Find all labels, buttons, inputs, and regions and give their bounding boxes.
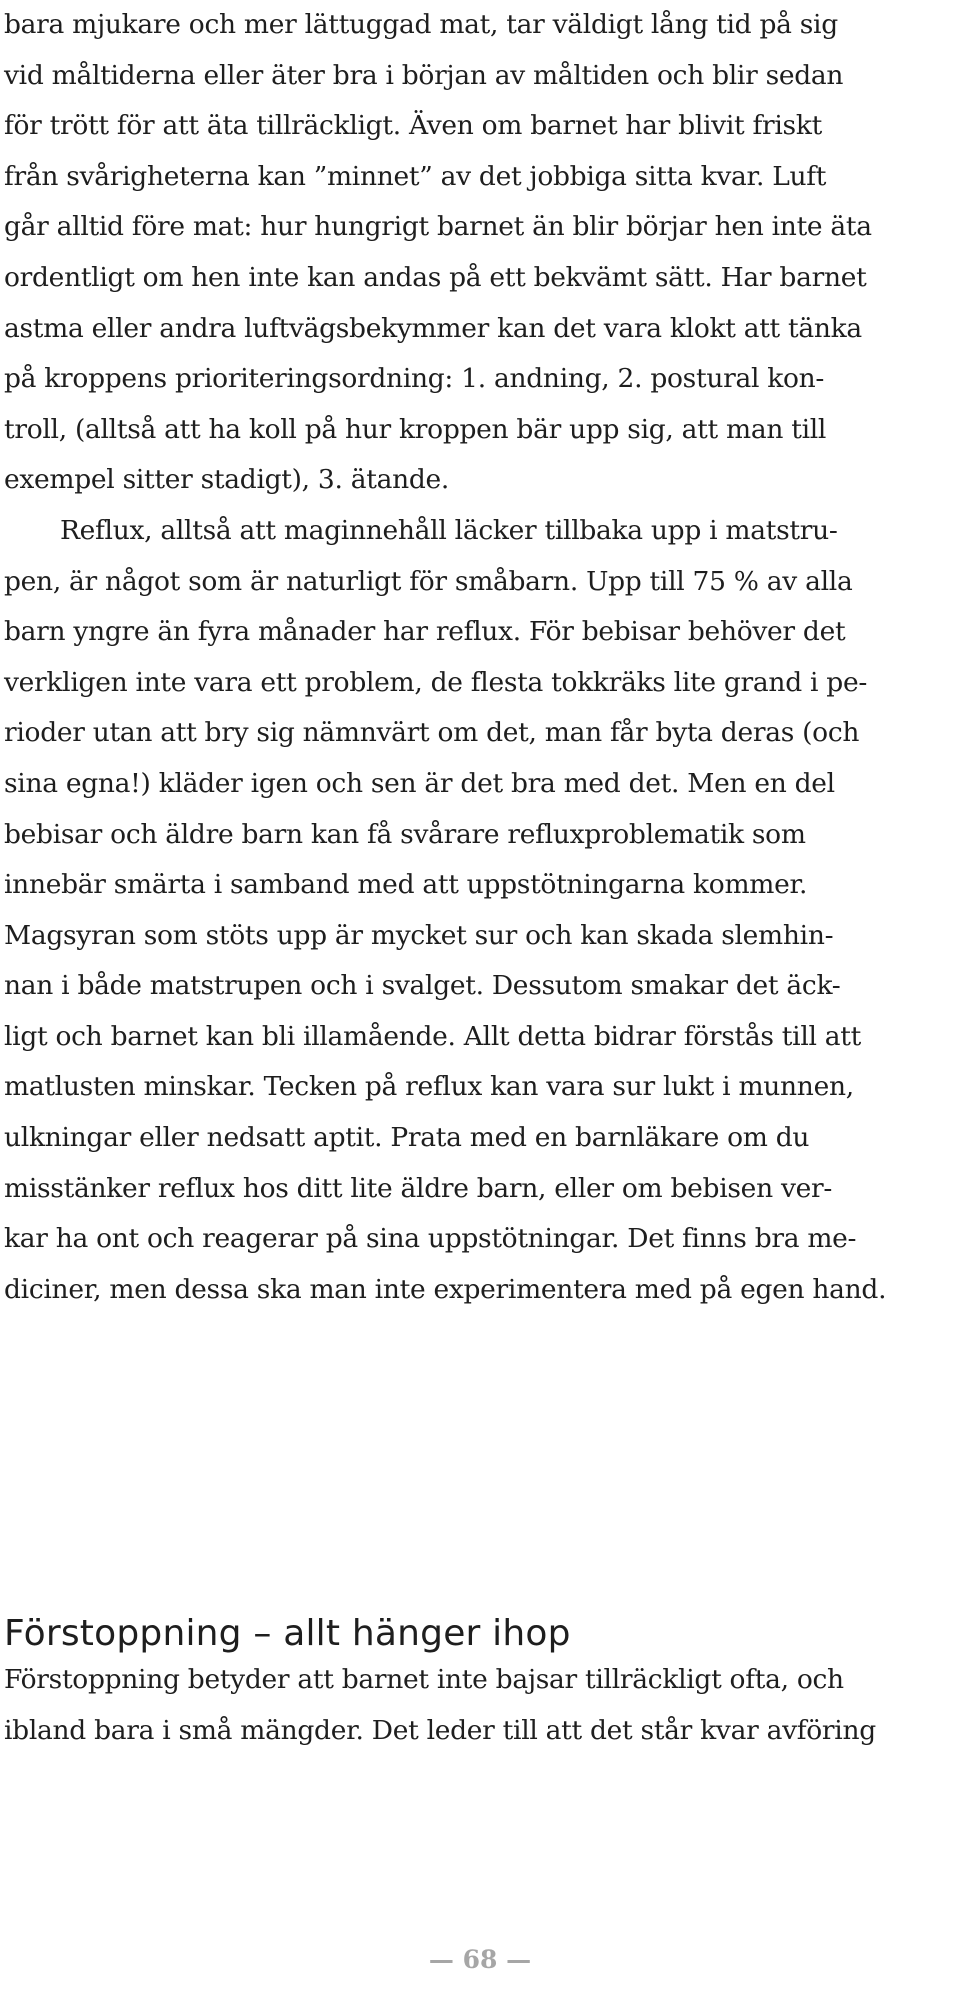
text-line: ligt och barnet kan bli illamående. Allt detta bidrar förstås till att — [4, 1020, 861, 1052]
text-line: exempel sitter stadigt), 3. ätande. — [4, 464, 450, 496]
text-line: verkligen inte vara ett problem, de flesta tokkräks lite grand i pe- — [4, 666, 867, 698]
text-line: Förstoppning betyder att barnet inte bajsar tillräckligt ofta, och — [4, 1664, 844, 1695]
text-line: bebisar och äldre barn kan få svårare refluxproblematik som — [4, 818, 806, 850]
text-line: Magsyran som stöts upp är mycket sur och kan skada slemhin- — [4, 919, 834, 951]
text-line: diciner, men dessa ska man inte experimentera med på egen hand. — [4, 1273, 887, 1305]
text-line: ordentligt om hen inte kan andas på ett bekvämt sätt. Har barnet — [4, 261, 867, 293]
text-line: ibland bara i små mängder. Det leder till att det står kvar avföring — [4, 1714, 876, 1746]
paragraph-first-line: Reflux, alltså att maginnehåll läcker tillbaka upp i matstru- — [60, 514, 838, 546]
text-line: barn yngre än fyra månader har reflux. För bebisar behöver det — [4, 616, 846, 648]
text-line: rioder utan att bry sig nämnvärt om det, man får byta deras (och — [4, 717, 860, 749]
text-line: astma eller andra luftvägsbekymmer kan det vara klokt att tänka — [4, 312, 862, 344]
text-line: misstänker reflux hos ditt lite äldre barn, eller om bebisen ver- — [4, 1172, 833, 1204]
text-line: kar ha ont och reagerar på sina uppstötningar. Det finns bra me- — [4, 1223, 857, 1255]
text-line: matlusten minskar. Tecken på reflux kan vara sur lukt i munnen, — [4, 1071, 854, 1103]
body-text — [4, 0, 944, 1315]
text-line: pen, är något som är naturligt för småbarn. Upp till 75 % av alla — [4, 565, 853, 597]
text-line: nan i både matstrupen och i svalget. Dessutom smakar det äck- — [4, 970, 841, 1002]
page-number: — 68 — — [428, 1945, 532, 1974]
text-line: på kroppens prioriteringsordning: 1. andning, 2. postural kon- — [4, 363, 825, 395]
text-line: från svårigheterna kan ”minnet” av det jobbiga sitta kvar. Luft — [4, 160, 827, 192]
text-line: går alltid före mat: hur hungrigt barnet än blir börjar hen inte äta — [4, 211, 872, 243]
text-line: sina egna!) kläder igen och sen är det bra med det. Men en del — [4, 767, 835, 799]
text-line: bara mjukare och mer lättuggad mat, tar väldigt lång tid på sig — [4, 9, 838, 40]
text-line: för trött för att äta tillräckligt. Även om barnet har blivit friskt — [4, 110, 822, 142]
text-line: troll, (alltså att ha koll på hur kroppen bär upp sig, att man till — [4, 413, 827, 445]
text-line: ulkningar eller nedsatt aptit. Prata med en barnläkare om du — [4, 1122, 810, 1154]
text-line: vid måltiderna eller äter bra i början av måltiden och blir sedan — [4, 59, 844, 91]
body-text — [4, 1655, 944, 1756]
section-heading: Förstoppning – allt hänger ihop — [4, 1613, 571, 1654]
text-line: innebär smärta i samband med att uppstötningarna kommer. — [4, 869, 808, 901]
